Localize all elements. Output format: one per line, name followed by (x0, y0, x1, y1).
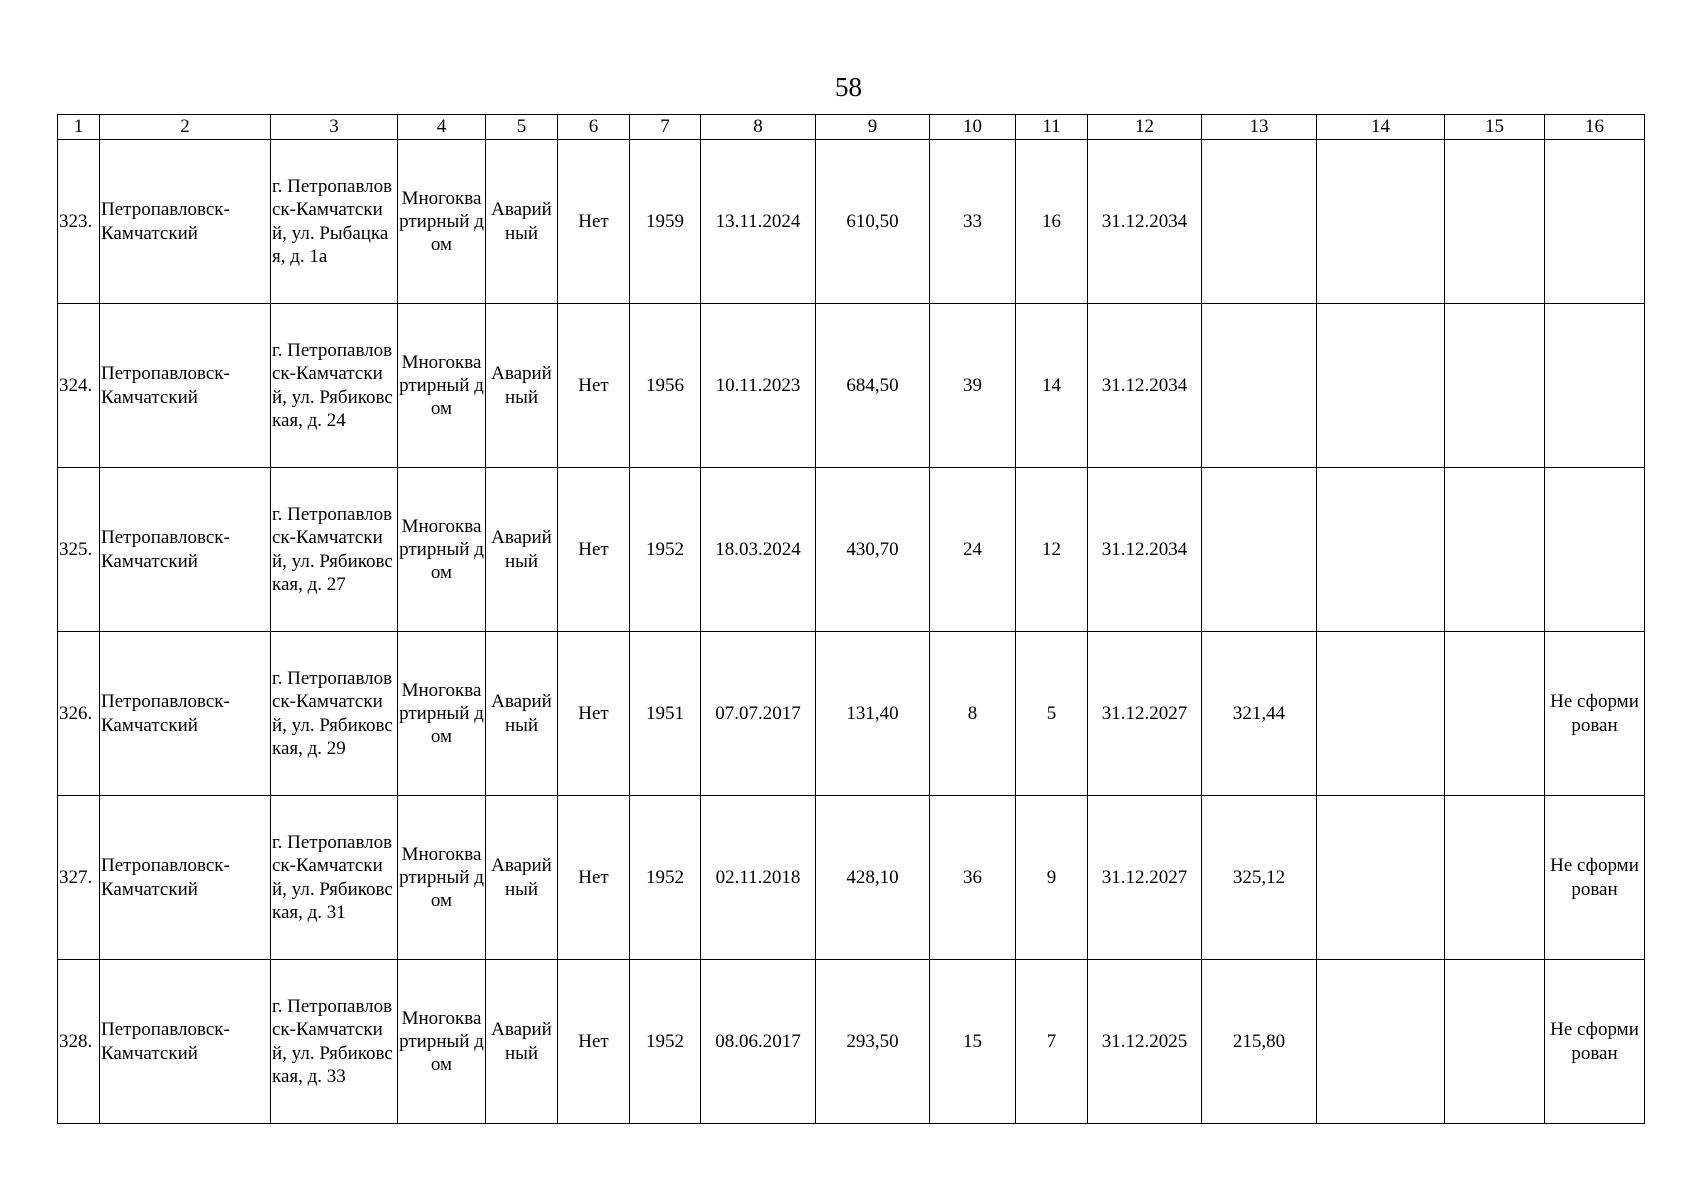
deadline-cell: 31.12.2034 (1088, 468, 1202, 632)
col6-cell: Нет (558, 632, 630, 796)
municipality-cell: Петропавловск-Камчатский (100, 468, 271, 632)
address-cell: г. Петропавловск-Камчатский, ул. Рябиковская, д. 33 (271, 960, 398, 1124)
col15-cell (1445, 304, 1545, 468)
status-cell: Аварийный (486, 140, 558, 304)
column-header: 1 (58, 115, 100, 140)
date-cell: 08.06.2017 (701, 960, 816, 1124)
year-cell: 1951 (630, 632, 701, 796)
col16-cell (1545, 304, 1645, 468)
col13-cell: 215,80 (1202, 960, 1317, 1124)
row-number: 325. (58, 468, 100, 632)
col14-cell (1317, 632, 1445, 796)
col10-cell: 24 (930, 468, 1016, 632)
deadline-cell: 31.12.2034 (1088, 304, 1202, 468)
column-header: 10 (930, 115, 1016, 140)
date-cell: 13.11.2024 (701, 140, 816, 304)
column-header: 4 (398, 115, 486, 140)
date-cell: 02.11.2018 (701, 796, 816, 960)
col10-cell: 39 (930, 304, 1016, 468)
status-cell: Аварийный (486, 304, 558, 468)
house-type-cell: Многоквартирный дом (398, 140, 486, 304)
address-cell: г. Петропавловск-Камчатский, ул. Рябиковская, д. 31 (271, 796, 398, 960)
row-number: 326. (58, 632, 100, 796)
year-cell: 1952 (630, 796, 701, 960)
page-number: 58 (835, 72, 862, 102)
col14-cell (1317, 140, 1445, 304)
row-number: 327. (58, 796, 100, 960)
column-header: 2 (100, 115, 271, 140)
status-cell: Аварийный (486, 468, 558, 632)
col13-cell (1202, 304, 1317, 468)
col11-cell: 7 (1016, 960, 1088, 1124)
col13-cell (1202, 468, 1317, 632)
column-header: 14 (1317, 115, 1445, 140)
column-header: 3 (271, 115, 398, 140)
column-header: 6 (558, 115, 630, 140)
col10-cell: 15 (930, 960, 1016, 1124)
deadline-cell: 31.12.2027 (1088, 632, 1202, 796)
row-number: 324. (58, 304, 100, 468)
status-cell: Аварийный (486, 796, 558, 960)
col6-cell: Нет (558, 796, 630, 960)
col15-cell (1445, 140, 1545, 304)
col13-cell: 325,12 (1202, 796, 1317, 960)
row-number: 328. (58, 960, 100, 1124)
table-row (58, 304, 1645, 468)
col14-cell (1317, 468, 1445, 632)
column-header: 7 (630, 115, 701, 140)
year-cell: 1952 (630, 960, 701, 1124)
area-cell: 610,50 (816, 140, 930, 304)
area-cell: 428,10 (816, 796, 930, 960)
col16-cell: Не сформирован (1545, 632, 1645, 796)
col11-cell: 16 (1016, 140, 1088, 304)
address-cell: г. Петропавловск-Камчатский, ул. Рябиковская, д. 27 (271, 468, 398, 632)
table-row (58, 960, 1645, 1124)
year-cell: 1956 (630, 304, 701, 468)
date-cell: 10.11.2023 (701, 304, 816, 468)
col6-cell: Нет (558, 304, 630, 468)
municipality-cell: Петропавловск-Камчатский (100, 796, 271, 960)
row-number: 323. (58, 140, 100, 304)
col16-cell: Не сформирован (1545, 796, 1645, 960)
col11-cell: 14 (1016, 304, 1088, 468)
address-cell: г. Петропавловск-Камчатский, ул. Рябиковская, д. 24 (271, 304, 398, 468)
date-cell: 18.03.2024 (701, 468, 816, 632)
column-header: 9 (816, 115, 930, 140)
area-cell: 293,50 (816, 960, 930, 1124)
col16-cell (1545, 140, 1645, 304)
house-type-cell: Многоквартирный дом (398, 796, 486, 960)
table-row (58, 796, 1645, 960)
address-cell: г. Петропавловск-Камчатский, ул. Рыбацкая, д. 1а (271, 140, 398, 304)
house-type-cell: Многоквартирный дом (398, 304, 486, 468)
area-cell: 430,70 (816, 468, 930, 632)
house-type-cell: Многоквартирный дом (398, 960, 486, 1124)
col13-cell: 321,44 (1202, 632, 1317, 796)
col10-cell: 36 (930, 796, 1016, 960)
col6-cell: Нет (558, 468, 630, 632)
column-header: 16 (1545, 115, 1645, 140)
deadline-cell: 31.12.2027 (1088, 796, 1202, 960)
col14-cell (1317, 304, 1445, 468)
column-header: 15 (1445, 115, 1545, 140)
column-number-row (58, 115, 1645, 140)
house-type-cell: Многоквартирный дом (398, 468, 486, 632)
address-cell: г. Петропавловск-Камчатский, ул. Рябиковская, д. 29 (271, 632, 398, 796)
col11-cell: 9 (1016, 796, 1088, 960)
col15-cell (1445, 960, 1545, 1124)
column-header: 5 (486, 115, 558, 140)
deadline-cell: 31.12.2034 (1088, 140, 1202, 304)
area-cell: 131,40 (816, 632, 930, 796)
status-cell: Аварийный (486, 632, 558, 796)
municipality-cell: Петропавловск-Камчатский (100, 632, 271, 796)
column-header: 8 (701, 115, 816, 140)
deadline-cell: 31.12.2025 (1088, 960, 1202, 1124)
table-row (58, 140, 1645, 304)
date-cell: 07.07.2017 (701, 632, 816, 796)
col11-cell: 12 (1016, 468, 1088, 632)
col10-cell: 8 (930, 632, 1016, 796)
col10-cell: 33 (930, 140, 1016, 304)
area-cell: 684,50 (816, 304, 930, 468)
col15-cell (1445, 468, 1545, 632)
col15-cell (1445, 632, 1545, 796)
house-type-cell: Многоквартирный дом (398, 632, 486, 796)
col16-cell: Не сформирован (1545, 960, 1645, 1124)
year-cell: 1952 (630, 468, 701, 632)
table-row (58, 632, 1645, 796)
column-header: 12 (1088, 115, 1202, 140)
table-row (58, 468, 1645, 632)
column-header: 13 (1202, 115, 1317, 140)
municipality-cell: Петропавловск-Камчатский (100, 140, 271, 304)
col13-cell (1202, 140, 1317, 304)
col15-cell (1445, 796, 1545, 960)
municipality-cell: Петропавловск-Камчатский (100, 304, 271, 468)
col16-cell (1545, 468, 1645, 632)
year-cell: 1959 (630, 140, 701, 304)
col6-cell: Нет (558, 960, 630, 1124)
housing-registry-table (57, 114, 1645, 1124)
column-header: 11 (1016, 115, 1088, 140)
col6-cell: Нет (558, 140, 630, 304)
status-cell: Аварийный (486, 960, 558, 1124)
col14-cell (1317, 960, 1445, 1124)
col14-cell (1317, 796, 1445, 960)
col11-cell: 5 (1016, 632, 1088, 796)
municipality-cell: Петропавловск-Камчатский (100, 960, 271, 1124)
